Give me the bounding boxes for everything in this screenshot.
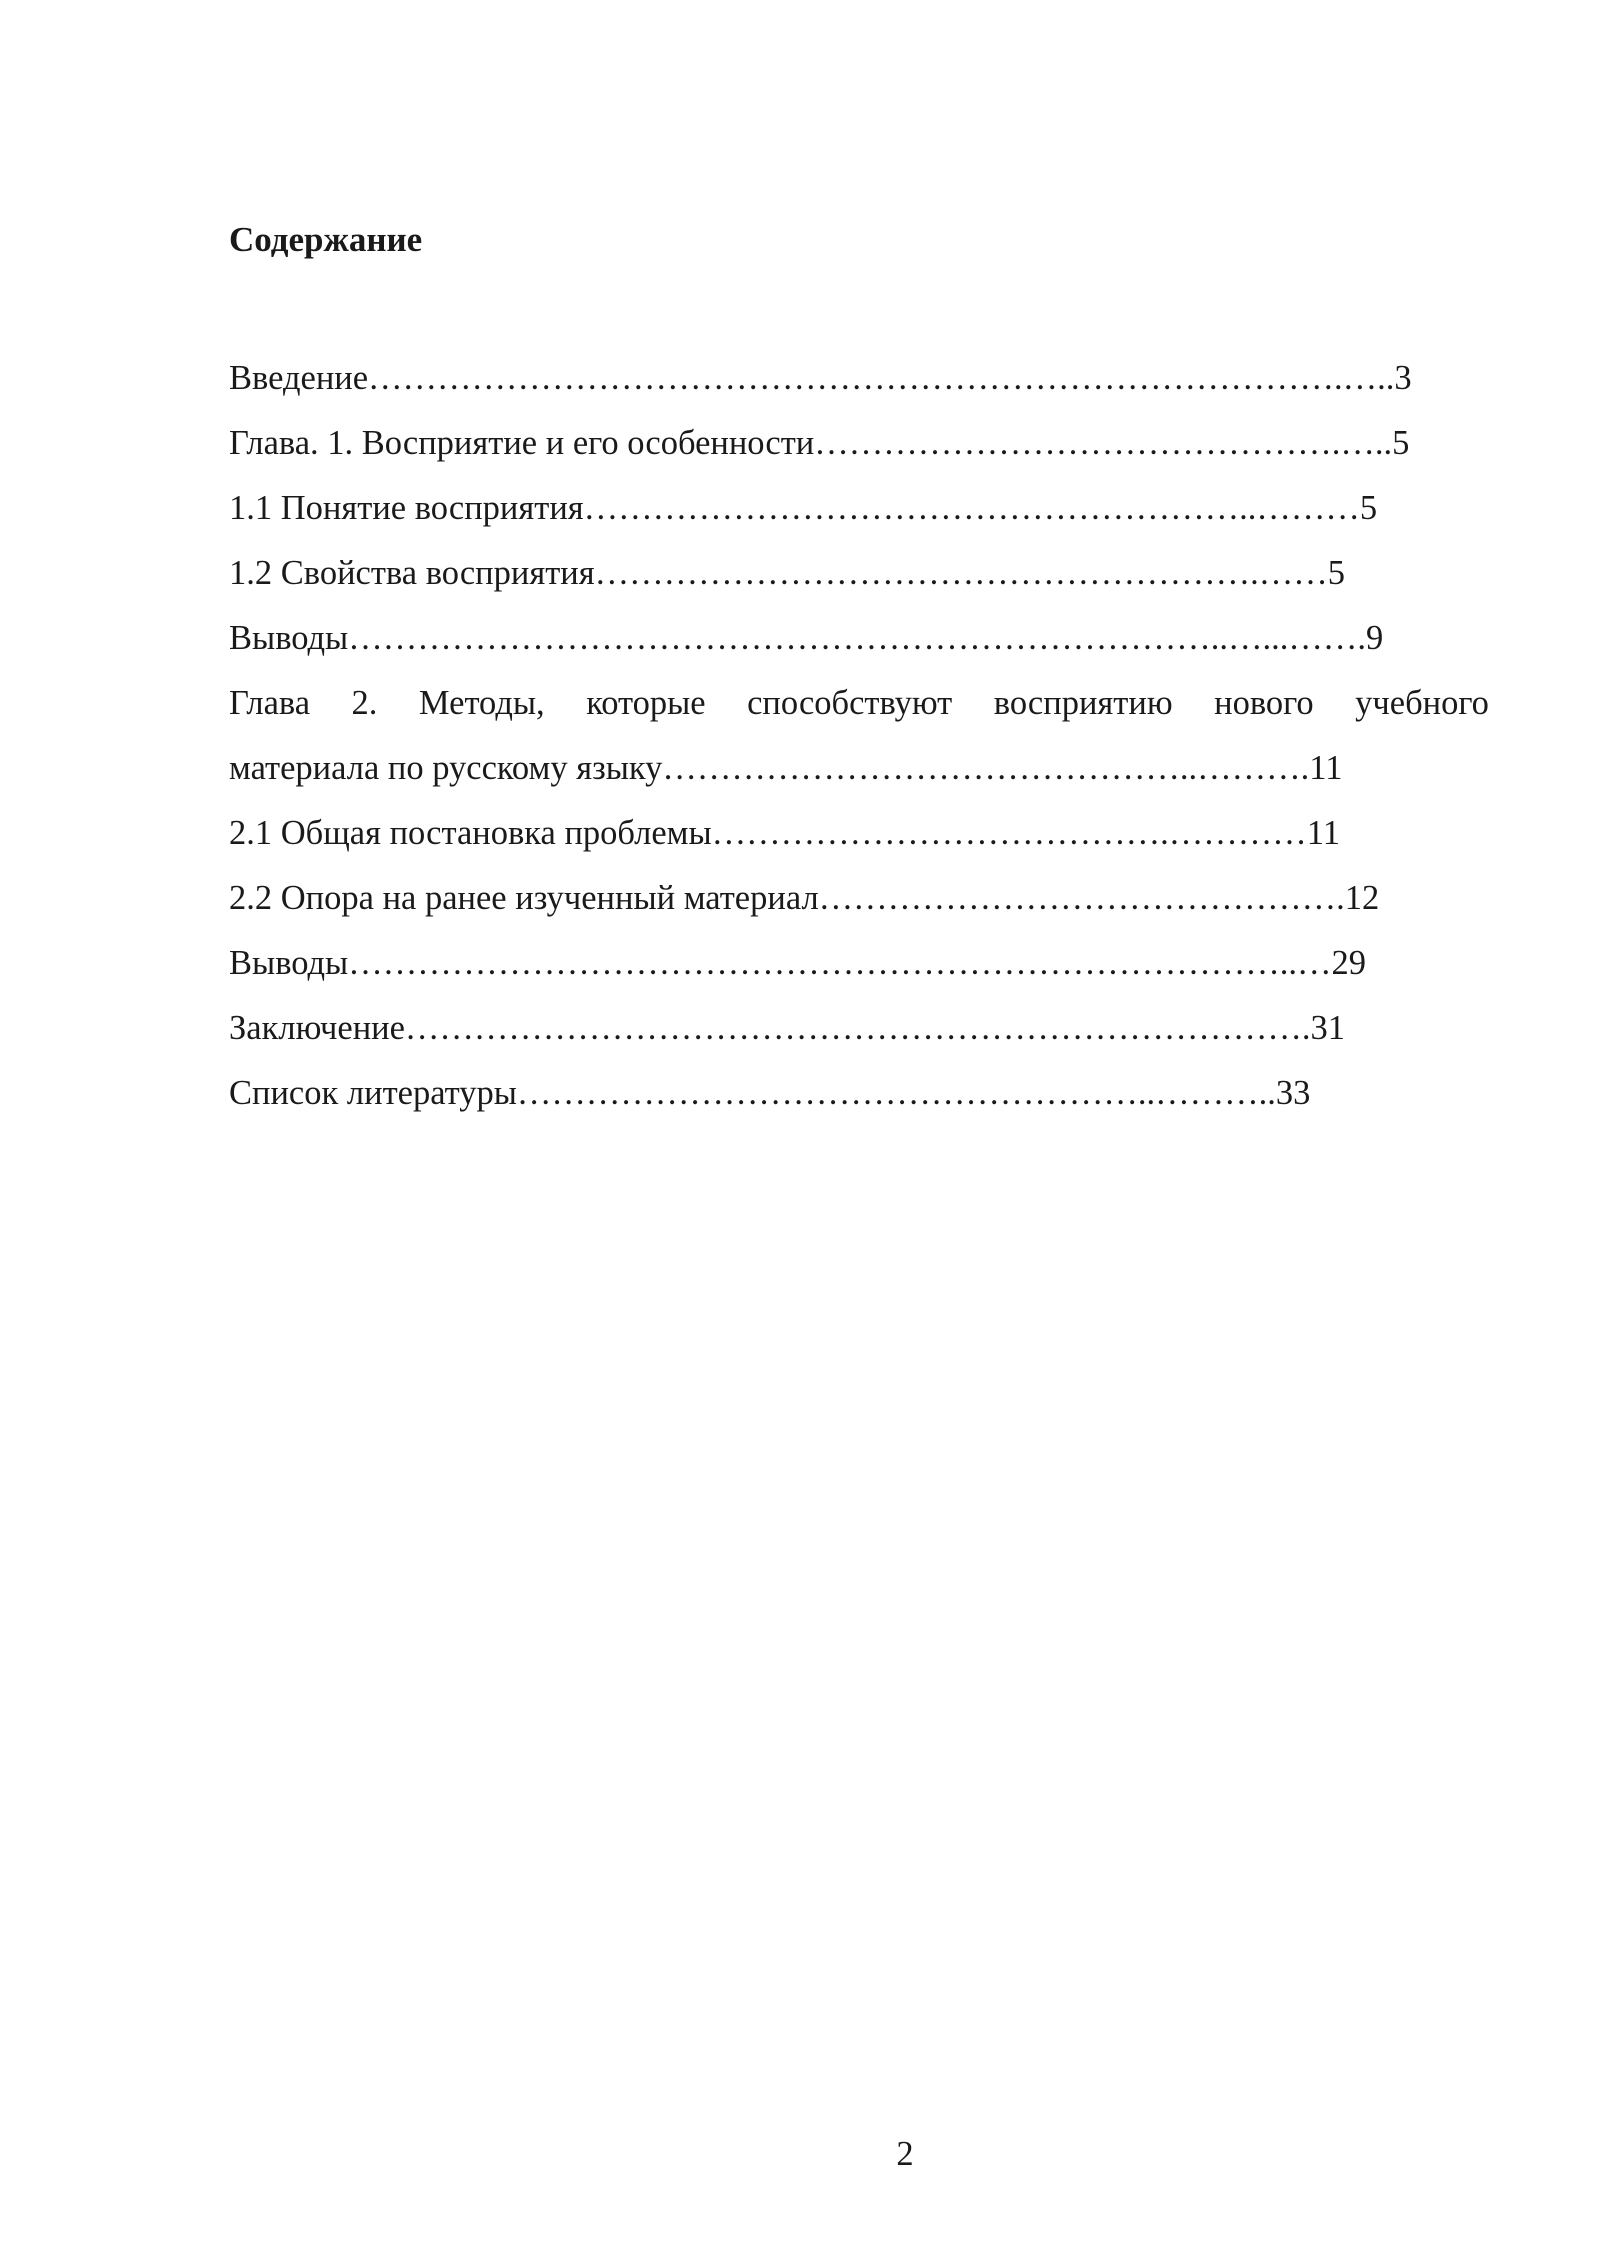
- toc-entry-section-2-2: 2.2 Опора на ранее изученный материал……………………………………….12: [229, 879, 1380, 917]
- toc-word: которые: [586, 684, 706, 722]
- toc-heading: Содержание: [229, 220, 423, 259]
- toc-entry-section-1-2: 1.2 Свойства восприятия………………………………………………….……5: [229, 554, 1345, 592]
- toc-word: восприятию: [993, 684, 1173, 722]
- toc-entry-conclusions-2: Выводы………………………………………………………………………..…29: [229, 944, 1366, 982]
- table-of-contents: [229, 346, 1489, 1126]
- toc-word: способствуют: [747, 684, 953, 722]
- toc-word: Методы,: [418, 684, 545, 722]
- page-number: 2: [896, 2135, 914, 2173]
- toc-entry-chapter-2-line-2: материала по русскому языку………………………………………..……….11: [229, 749, 1343, 787]
- toc-entry-conclusion: Заключение…………………………………………………………………….31: [229, 1009, 1346, 1047]
- toc-entry-bibliography: Список литературы………………………………………………..………..33: [229, 1074, 1311, 1112]
- toc-entry-conclusions-1: Выводы…………………………………………………………………..…...…….9: [229, 619, 1384, 657]
- toc-word: учебного: [1355, 684, 1489, 722]
- toc-word: нового: [1214, 684, 1314, 722]
- toc-word: 2.: [351, 684, 378, 722]
- toc-entry-section-1-1: 1.1 Понятие восприятия…………………………………………………..………5: [229, 489, 1378, 527]
- toc-entry-section-2-1: 2.1 Общая постановка проблемы………………………………….…………11: [229, 814, 1341, 852]
- toc-word: Глава: [229, 684, 311, 722]
- toc-entry-chapter-1: Глава. 1. Восприятие и его особенности……………………………………….…..5: [229, 424, 1410, 462]
- toc-entry-chapter-2-line-1: [229, 671, 1489, 736]
- toc-entry-introduction: Введение………………………………………………………………………….…..3: [229, 359, 1412, 397]
